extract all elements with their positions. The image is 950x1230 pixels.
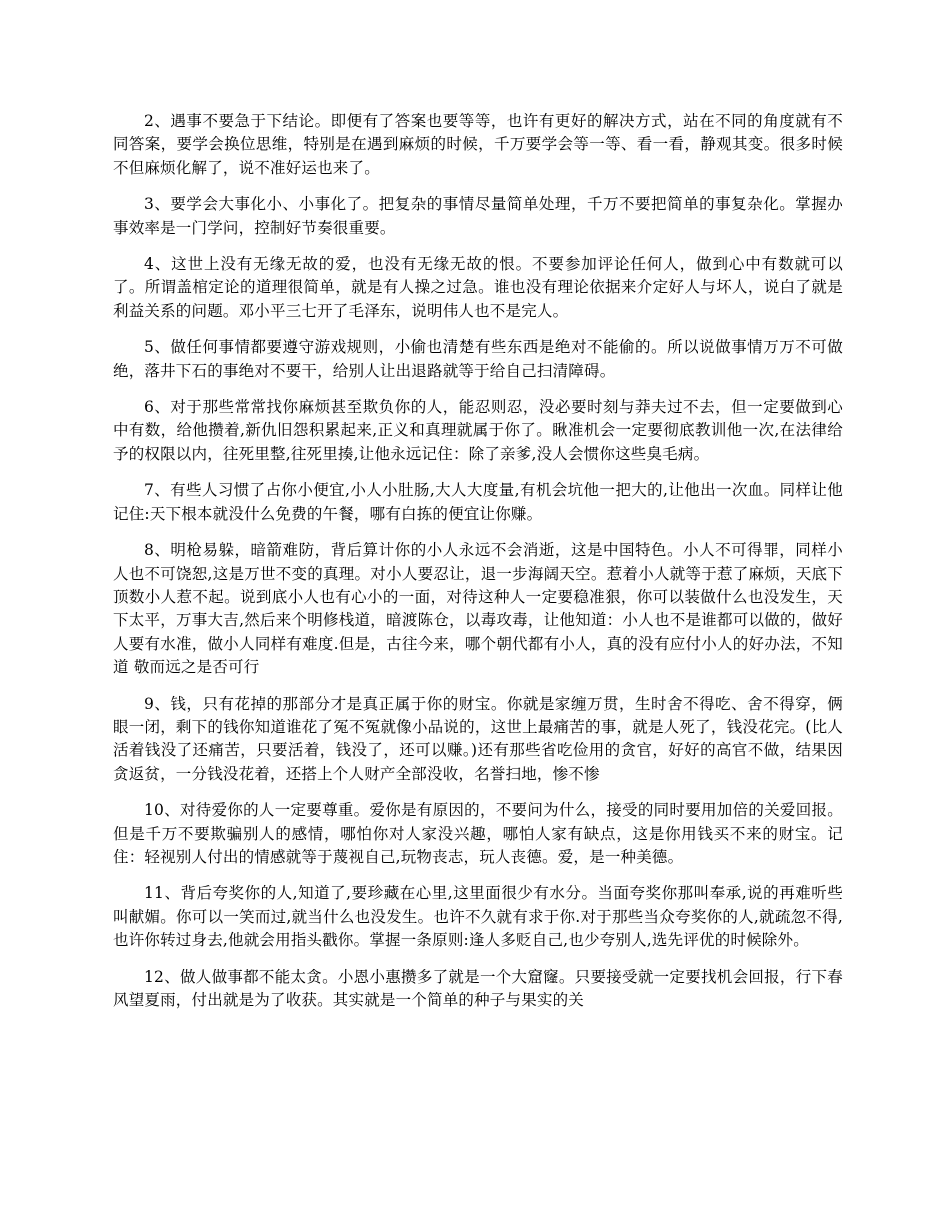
paragraph-10: 10、对待爱你的人一定要尊重。爱你是有原因的，不要问为什么，接受的同时要用加倍的关爱回报。但是千万不要欺骗别人的感情，哪怕你对人家没兴趣，哪怕人家有缺点，这是你用钱买不来的财宝。记住：轻视别人付出的情感就等于蔑视自己,玩物丧志，玩人丧德。爱，是一种美德。 [113, 801, 843, 866]
document-body [113, 110, 843, 1025]
paragraph-2: 2、遇事不要急于下结论。即便有了答案也要等等，也许有更好的解决方式，站在不同的角度就有不同答案，要学会换位思维，特别是在遇到麻烦的时候，千万要学会等一等、看一看，静观其变。很多时候不但麻烦化解了，说不准好运也来了。 [113, 112, 843, 177]
paragraph-12: 12、做人做事都不能太贪。小恩小惠攒多了就是一个大窟窿。只要接受就一定要找机会回报，行下春风望夏雨，付出就是为了收获。其实就是一个简单的种子与果实的关 [113, 967, 843, 1009]
paragraph-6: 6、对于那些常常找你麻烦甚至欺负你的人，能忍则忍，没必要时刻与莽夫过不去，但一定要做到心中有数，给他攒着,新仇旧怨积累起来,正义和真理就属于你了。瞅准机会一定要彻底教训他一次,在法律给予的权限以内，往死里整,往死里揍,让他永远记住：除了亲爹,没人会惯你这些臭毛病。 [113, 398, 843, 463]
paragraph-9: 9、钱，只有花掉的那部分才是真正属于你的财宝。你就是家缠万贯，生时舍不得吃、舍不得穿，俩眼一闭，剩下的钱你知道谁花了冤不冤就像小品说的，这世上最痛苦的事，就是人死了，钱没花完。(比人活着钱没了还痛苦，只要活着，钱没了，还可以赚。)还有那些省吃俭用的贪官，好好的高官不做，结果因贪返贫，一分钱没花着，还搭上个人财产全部没收，名誉扫地，惨不惨 [113, 694, 843, 783]
paragraph-5: 5、做任何事情都要遵守游戏规则，小偷也清楚有些东西是绝对不能偷的。所以说做事情万万不可做绝，落井下石的事绝对不要干，给别人让出退路就等于给自己扫清障碍。 [113, 338, 843, 380]
paragraph-7: 7、有些人习惯了占你小便宜,小人小肚肠,大人大度量,有机会坑他一把大的,让他出一次血。同样让他记住:天下根本就没什么免费的午餐，哪有白拣的便宜让你赚。 [113, 481, 843, 523]
paragraph-4: 4、这世上没有无缘无故的爱，也没有无缘无故的恨。不要参加评论任何人，做到心中有数就可以了。所谓盖棺定论的道理很简单，就是有人操之过急。谁也没有理论依据来介定好人与坏人，说白了就是利益关系的问题。邓小平三七开了毛泽东，说明伟人也不是完人。 [113, 255, 843, 320]
paragraph-3: 3、要学会大事化小、小事化了。把复杂的事情尽量简单处理，千万不要把简单的事复杂化。掌握办事效率是一门学问，控制好节奏很重要。 [113, 195, 843, 237]
paragraph-8: 8、明枪易躲，暗箭难防，背后算计你的小人永远不会消逝，这是中国特色。小人不可得罪，同样小人也不可饶恕,这是万世不变的真理。对小人要忍让，退一步海阔天空。惹着小人就等于惹了麻烦，天底下顶数小人惹不起。说到底小人也有心小的一面，对待这种人一定要稳准狠，你可以装做什么也没发生，天下太平，万事大吉,然后来个明修栈道，暗渡陈仓，以毒攻毒，让他知道：小人也不是谁都可以做的，做好人要有水准，做小人同样有难度.但是，古往今来，哪个朝代都有小人，真的没有应付小人的好办法，不知道 敬而远之是否可行 [113, 541, 843, 677]
paragraph-11: 11、背后夸奖你的人,知道了,要珍藏在心里,这里面很少有水分。当面夸奖你那叫奉承,说的再难听些叫献媚。你可以一笑而过,就当什么也没发生。也许不久就有求于你.对于那些当众夸奖你的人,就疏忽不得,也许你转过身去,他就会用指头戳你。掌握一条原则:逢人多贬自己,也少夸别人,选先评优的时候除外。 [113, 884, 843, 950]
